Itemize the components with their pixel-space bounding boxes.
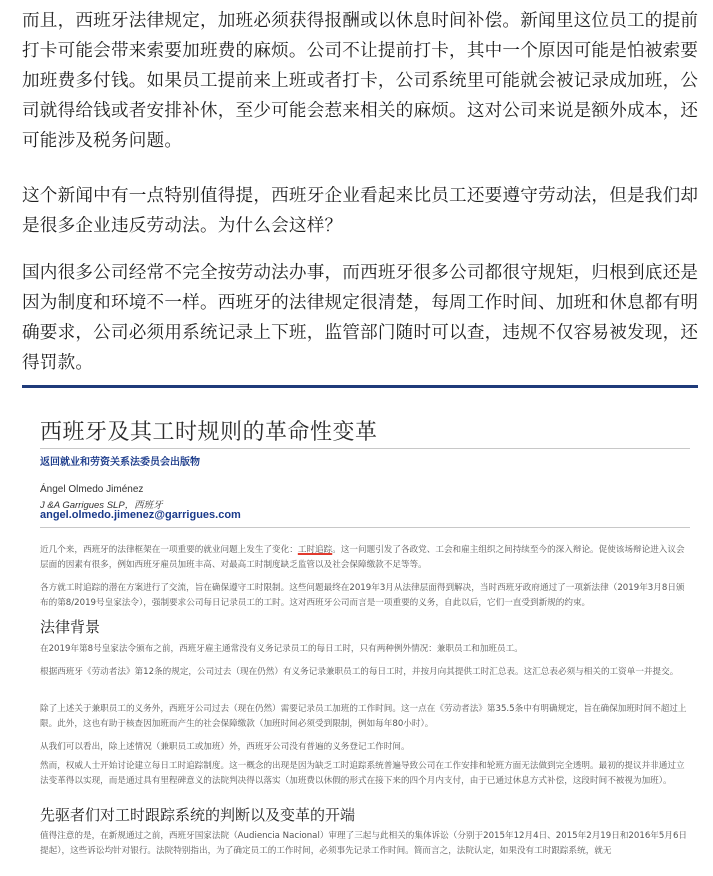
header-divider [40, 527, 690, 528]
title-divider [40, 448, 690, 449]
document-paragraph: 然而，权威人士开始讨论建立每日工时追踪制度。这一概念的出现是因为缺乏工时追踪系统普遍导致公司在工作安排和轮班方面无法做到完全透明。最初的提议并非通过立法变革得以实现，而是通过具有里程碑意义的法院判决得以落实（加班费以休假的形式在接下来的四个月内支付，由于已通过休息方式补偿，这段时间不被视为加班）。 [40, 761, 685, 786]
article-paragraph: 国内很多公司经常不完全按劳动法办事，而西班牙很多公司都很守规矩，归根到底还是因为制度和环境不一样。西班牙的法律规定很清楚，每周工作时间、加班和休息都有明确要求，公司必须用系统记录上下班，监管部门随时可以查，违规不仅容易被发现，还得罚款。 [22, 263, 699, 373]
intro-text-cont: 。这一问题引发了各政党、工会和雇主组织之间持续至今的深入辩论。促使该场辩论进入议会层面的因素有很多，例如西班牙雇员加班丰高、对最高工时制度缺乏监管以及社会保障缴款不足等等。 [40, 545, 685, 570]
document-top-border [22, 385, 698, 388]
intro-text: 近几个来，西班牙的法律框架在一项重要的就业问题上发生了变化： [40, 545, 298, 555]
article-paragraph: 而且，西班牙法律规定，加班必须获得报酬或以休息时间补偿。新闻里这位员工的提前打卡可能会带来索要加班费的麻烦。公司不让提前打卡，其中一个原因可能是怕被索要加班费多付钱。如果员工提前来上班或者打卡，公司系统里可能就会被记录成加班，公司就得给钱或者安排补休，至少可能会惹来相关的麻烦。这对公司来说是额外成本，还可能涉及税务问题。 [22, 11, 699, 151]
document-paragraph: 在2019年第8号皇家法令颁布之前，西班牙雇主通常没有义务记录员工的每日工时，只有两种例外情况：兼职员工和加班员工。 [40, 644, 523, 654]
article-paragraph: 这个新闻中有一点特别值得提，西班牙企业看起来比员工还要遵守劳动法，但是我们却是很多企业违反劳动法。为什么会这样？ [22, 186, 699, 236]
document-paragraph: 值得注意的是，在新规通过之前，西班牙国家法院（Audiencia Nacional）审理了三起与此相关的集体诉讼（分别于2015年12月4日、2015年2月19日和2016年5月6日提起），这些诉讼均针对银行。法院特别指出，为了确定员工的工作时间，必须事先记录工作时间。简而言之，法院认定，如果没有工时跟踪系统，就无 [40, 831, 688, 856]
document-paragraph: 从我们可以看出，除上述情况（兼职员工或加班）外，西班牙公司没有普遍的义务登记工作时间。 [40, 742, 410, 752]
document-subtitle: 返回就业和劳资关系法委员会出版物 [40, 457, 200, 468]
document-paragraph: 根据西班牙《劳动者法》第12条的规定，公司过去（现在仍然）有义务记录兼职员工的每日工时，并按月向其提供工时汇总表。这汇总表必须与相关的工资单一并提交。 [40, 667, 679, 677]
embedded-document-image [22, 385, 698, 876]
author-affiliation: J &A Garrigues SLP，西班牙 [40, 500, 163, 511]
document-paragraph: 各方就工时追踪的潜在方案进行了交流，旨在确保遵守工时限制。这些问题最终在2019年3月从法律层面得到解决，当时西班牙政府通过了一项新法律（2019年3月8日颁布的第8/2019号皇家法令），强制要求公司每日记录员工的工时。这对西班牙公司而言是一项重要的义务，自此以后，它们一直受到新规的约束。 [40, 583, 685, 608]
section-heading: 法律背景 [40, 618, 101, 636]
author-email: angel.olmedo.jimenez@garrigues.com [40, 509, 241, 521]
section-heading: 先驱者们对工时跟踪系统的判断以及变革的开端 [40, 806, 356, 824]
document-paragraph: 除了上述关于兼职员工的义务外，西班牙公司过去（现在仍然）需要记录员工加班的工作时间。这一点在《劳动者法》第35.5条中有明确规定，旨在确保加班时间不超过上限。此外，这也有助于核查因加班而产生的社会保障缴款（加班时间必须受到限制，例如每年80小时）。 [40, 704, 687, 729]
highlighted-term: 工时追踪 [297, 545, 333, 555]
author-name: Ángel Olmedo Jiménez [40, 484, 144, 495]
document-title: 西班牙及其工时规则的革命性变革 [40, 420, 378, 445]
document-paragraph [40, 543, 692, 572]
